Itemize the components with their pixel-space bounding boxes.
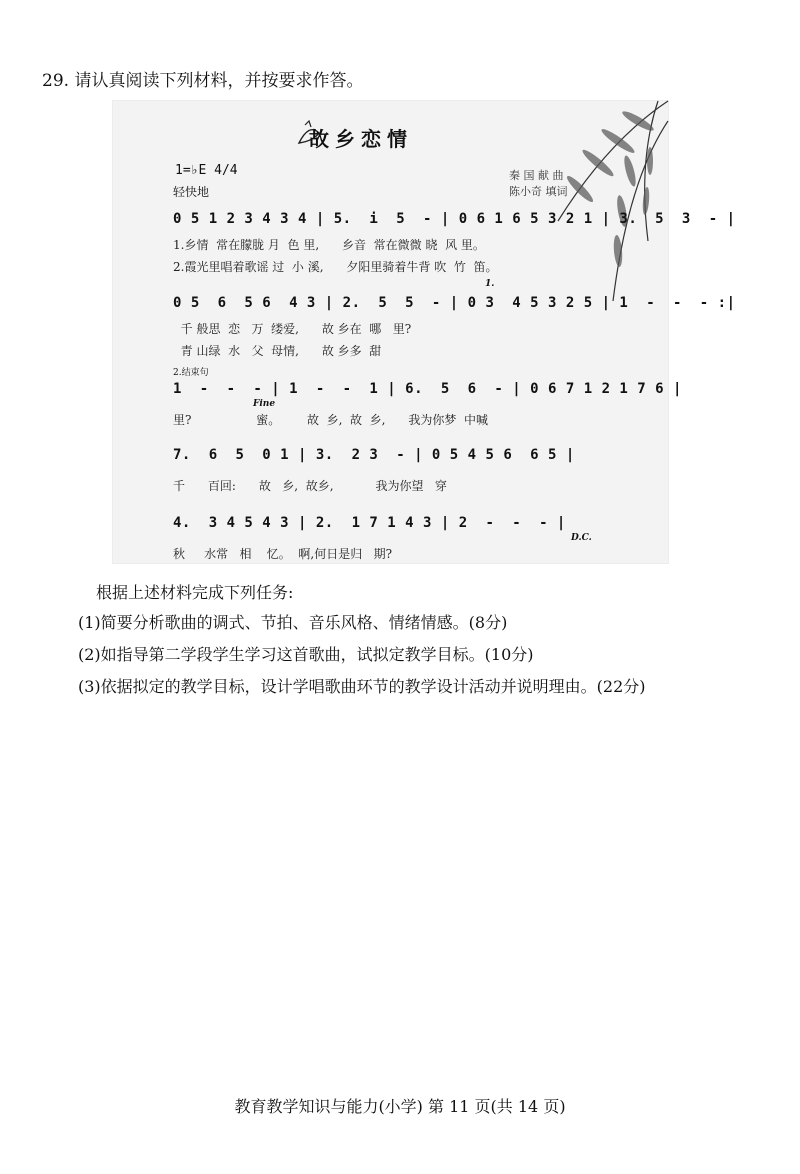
volta-1: 1. — [485, 279, 495, 289]
page-footer: 教育教学知识与能力(小学) 第 11 页(共 14 页) — [234, 1097, 566, 1116]
volta-2: 2.结束句 — [173, 368, 209, 378]
lyric-line-1a: 1.乡情 常在朦胧 月 色 里, 乡音 常在微微 晓 风 里。 — [173, 238, 485, 252]
lyric-line-1b: 2.霞光里唱着歌谣 过 小 溪, 夕阳里骑着牛背 吹 竹 笛。 — [173, 260, 498, 274]
notation-line-5: 4. 3 4 5 4 3 | 2. 1 7 1 4 3 | 2 - - - | — [173, 515, 566, 531]
task-1: (1)简要分析歌曲的调式、节拍、音乐风格、情绪情感。(8分) — [78, 613, 508, 632]
lyric-line-5: 秋 水常 相 忆。 啊,何日是归 期? — [173, 547, 393, 561]
lyricist-credit: 陈小奇 填词 — [509, 185, 568, 198]
tasks-intro: 根据上述材料完成下列任务: — [96, 583, 294, 602]
key-signature: 1=♭E 4/4 — [175, 163, 238, 178]
music-score — [112, 100, 736, 564]
fine-marking: Fine — [253, 399, 276, 409]
dc-marking: D.C. — [571, 533, 592, 543]
notation-line-1: 0 5 1 2 3 4 3 4 | 5. i 5 - | 0 6 1 6 5 3 2 1 | 3. 5 3 - | — [173, 211, 736, 227]
notation-line-2: 0 5 6 5 6 4 3 | 2. 5 5 - | 0 3 4 5 3 2 5 | 1 - - - :| — [173, 295, 736, 311]
song-title: 故乡恋情 — [309, 127, 413, 151]
lyric-line-2b: 青 山绿 水 父 母情, 故 乡多 甜 — [173, 344, 382, 358]
composer-credit: 秦 国 献 曲 — [509, 169, 564, 182]
notation-line-4: 7. 6 5 0 1 | 3. 2 3 - | 0 5 4 5 6 6 5 | — [173, 447, 575, 463]
tempo-marking: 轻快地 — [173, 185, 210, 199]
question-title: 29. 请认真阅读下列材料，并按要求作答。 — [42, 71, 364, 91]
lyric-line-2a: 千 般思 恋 万 缕爱, 故 乡在 哪 里? — [173, 322, 412, 336]
task-2: (2)如指导第二学段学生学习这首歌曲，试拟定教学目标。(10分) — [78, 645, 534, 664]
lyric-line-4: 千 百回: 故 乡, 故乡, 我为你望 穿 — [173, 479, 447, 493]
task-3: (3)依据拟定的教学目标，设计学唱歌曲环节的教学设计活动并说明理由。(22分) — [78, 677, 646, 696]
notation-line-3: 1 - - - | 1 - - 1 | 6. 5 6 - | 0 6 7 1 2 1 7 6 | — [173, 381, 682, 397]
lyric-line-3: 里? 蜜。 故 乡, 故 乡, 我为你梦 中喊 — [173, 413, 489, 427]
